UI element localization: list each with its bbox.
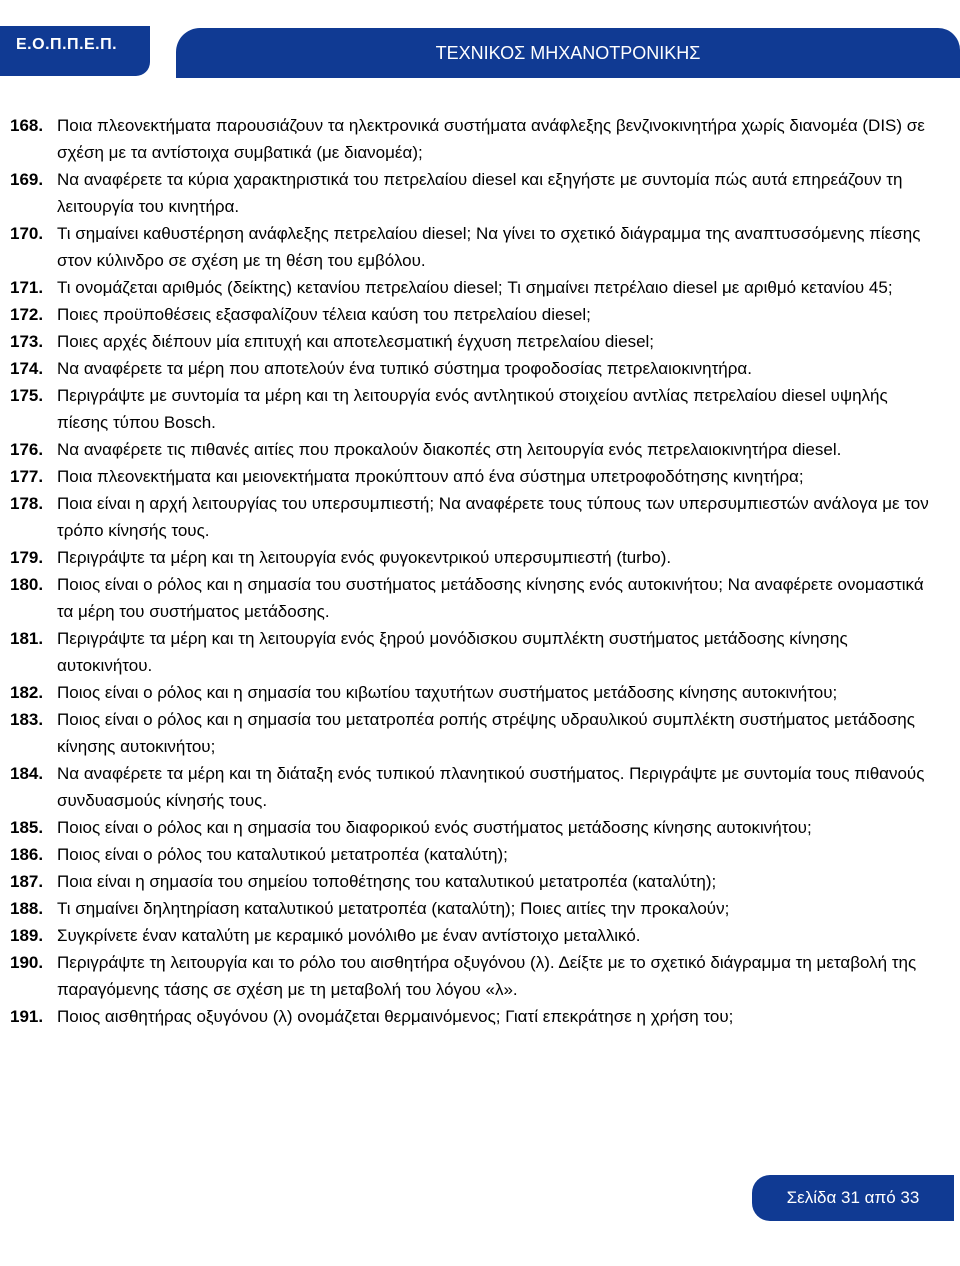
question-number: 185. <box>10 818 44 837</box>
question-number: 183. <box>10 710 44 729</box>
question-number: 187. <box>10 872 44 891</box>
page-number: Σελίδα 31 από 33 <box>752 1175 954 1221</box>
question-text: Ποιες προϋποθέσεις εξασφαλίζουν τέλεια καύση του πετρελαίου diesel; <box>57 305 591 324</box>
question-item <box>10 949 942 1003</box>
question-text: Συγκρίνετε έναν καταλύτη με κεραμικό μονόλιθο με έναν αντίστοιχο μεταλλικό. <box>57 926 641 945</box>
question-item <box>10 544 942 571</box>
question-text: Ποια είναι η αρχή λειτουργίας του υπερσυμπιεστή; Να αναφέρετε τους τύπους των υπερσυμπιεστών ανάλογα με τον τρόπο κίνησής τους. <box>57 494 929 540</box>
question-item <box>10 355 942 382</box>
question-item <box>10 301 942 328</box>
question-item <box>10 166 942 220</box>
question-item <box>10 490 942 544</box>
question-number: 191. <box>10 1007 44 1026</box>
question-number: 181. <box>10 629 44 648</box>
question-item <box>10 895 942 922</box>
question-item <box>10 814 942 841</box>
question-number: 182. <box>10 683 44 702</box>
header-org-box <box>0 26 150 76</box>
header-org: Ε.Ο.Π.Π.Ε.Π. <box>16 36 118 53</box>
question-text: Ποια πλεονεκτήματα και μειονεκτήματα προκύπτουν από ένα σύστημα υπετροφοδότησης κινητήρα; <box>57 467 804 486</box>
question-number: 190. <box>10 953 44 972</box>
question-item <box>10 571 942 625</box>
question-item <box>10 868 942 895</box>
question-text: Περιγράψτε τα μέρη και τη λειτουργία ενός φυγοκεντρικού υπερσυμπιεστή (turbo). <box>57 548 672 567</box>
question-number: 168. <box>10 116 44 135</box>
question-text: Ποιος είναι ο ρόλος και η σημασία του διαφορικού ενός συστήματος μετάδοσης κίνησης αυτοκινήτου; <box>57 818 812 837</box>
question-text: Ποιος είναι ο ρόλος του καταλυτικού μετατροπέα (καταλύτη); <box>57 845 508 864</box>
question-number: 173. <box>10 332 44 351</box>
question-text: Να αναφέρετε τα κύρια χαρακτηριστικά του πετρελαίου diesel και εξηγήστε με συντομία πώς αυτά επηρεάζουν τη λειτουργία του κινητήρα. <box>57 170 903 216</box>
question-number: 178. <box>10 494 44 513</box>
question-number: 171. <box>10 278 44 297</box>
question-number: 174. <box>10 359 44 378</box>
question-text: Ποια πλεονεκτήματα παρουσιάζουν τα ηλεκτρονικά συστήματα ανάφλεξης βενζινοκινητήρα χωρίς διανομέα (DIS) σε σχέση με τα αντίστοιχα συμβατικά (με διανομέα); <box>57 116 925 162</box>
question-item <box>10 760 942 814</box>
question-text: Ποια είναι η σημασία του σημείου τοποθέτησης του καταλυτικού μετατροπέα (καταλύτη); <box>57 872 717 891</box>
question-item <box>10 463 942 490</box>
question-item <box>10 841 942 868</box>
question-text: Ποιος είναι ο ρόλος και η σημασία του κιβωτίου ταχυτήτων συστήματος μετάδοσης κίνησης αυτοκινήτου; <box>57 683 838 702</box>
question-number: 189. <box>10 926 44 945</box>
question-text: Περιγράψτε τα μέρη και τη λειτουργία ενός ξηρού μονόδισκου συμπλέκτη συστήματος μετάδοσης κίνησης αυτοκινήτου. <box>57 629 848 675</box>
question-item <box>10 922 942 949</box>
question-text: Τι σημαίνει καθυστέρηση ανάφλεξης πετρελαίου diesel; Να γίνει το σχετικό διάγραμμα της αναπτυσσόμενης πίεσης στον κύλινδρο σε σχέση με τη θέση του εμβόλου. <box>57 224 921 270</box>
question-number: 186. <box>10 845 44 864</box>
question-item <box>10 328 942 355</box>
question-number: 180. <box>10 575 44 594</box>
question-item <box>10 220 942 274</box>
question-list <box>10 112 942 1030</box>
question-text: Ποιος είναι ο ρόλος και η σημασία του συστήματος μετάδοσης κίνησης ενός αυτοκινήτου; Να αναφέρετε ονομαστικά τα μέρη του συστήματος μετάδοσης. <box>57 575 924 621</box>
question-text: Ποιος αισθητήρας οξυγόνου (λ) ονομάζεται θερμαινόμενος; Γιατί επεκράτησε η χρήση του; <box>57 1007 734 1026</box>
question-item <box>10 382 942 436</box>
question-number: 179. <box>10 548 44 567</box>
question-text: Να αναφέρετε τα μέρη που αποτελούν ένα τυπικό σύστημα τροφοδοσίας πετρελαιοκινητήρα. <box>57 359 752 378</box>
question-text: Να αναφέρετε τις πιθανές αιτίες που προκαλούν διακοπές στη λειτουργία ενός πετρελαιοκινητήρα diesel. <box>57 440 842 459</box>
question-item <box>10 436 942 463</box>
question-item <box>10 112 942 166</box>
question-number: 175. <box>10 386 44 405</box>
question-text: Περιγράψτε με συντομία τα μέρη και τη λειτουργία ενός αντλητικού στοιχείου αντλίας πετρελαίου diesel υψηλής πίεσης τύπου Bosch. <box>57 386 888 432</box>
question-text: Ποιος είναι ο ρόλος και η σημασία του μετατροπέα ροπής στρέψης υδραυλικού συμπλέκτη συστήματος μετάδοσης κίνησης αυτοκινήτου; <box>57 710 915 756</box>
question-item <box>10 1003 942 1030</box>
question-number: 170. <box>10 224 44 243</box>
question-text: Τι ονομάζεται αριθμός (δείκτης) κετανίου πετρελαίου diesel; Τι σημαίνει πετρέλαιο diesel με αριθμό κετανίου 45; <box>57 278 893 297</box>
question-item <box>10 274 942 301</box>
question-text: Περιγράψτε τη λειτουργία και το ρόλο του αισθητήρα οξυγόνου (λ). Δείξτε με το σχετικό διάγραμμα τη μεταβολή της παραγόμενης τάσης σε σχέση με τη μεταβολή του λόγου «λ». <box>57 953 917 999</box>
question-item <box>10 625 942 679</box>
question-number: 184. <box>10 764 44 783</box>
question-text: Να αναφέρετε τα μέρη και τη διάταξη ενός τυπικού πλανητικού συστήματος. Περιγράψτε με συντομία τους πιθανούς συνδυασμούς κίνησής τους. <box>57 764 925 810</box>
question-number: 188. <box>10 899 44 918</box>
header-title: ΤΕΧΝΙΚΟΣ ΜΗΧΑΝΟΤΡΟΝΙΚΗΣ <box>176 28 960 78</box>
question-text: Ποιες αρχές διέπουν μία επιτυχή και αποτελεσματική έγχυση πετρελαίου diesel; <box>57 332 655 351</box>
question-number: 176. <box>10 440 44 459</box>
question-number: 169. <box>10 170 44 189</box>
question-text: Τι σημαίνει δηλητηρίαση καταλυτικού μετατροπέα (καταλύτη); Ποιες αιτίες την προκαλούν; <box>57 899 730 918</box>
question-item <box>10 706 942 760</box>
question-number: 172. <box>10 305 44 324</box>
question-number: 177. <box>10 467 44 486</box>
question-item <box>10 679 942 706</box>
